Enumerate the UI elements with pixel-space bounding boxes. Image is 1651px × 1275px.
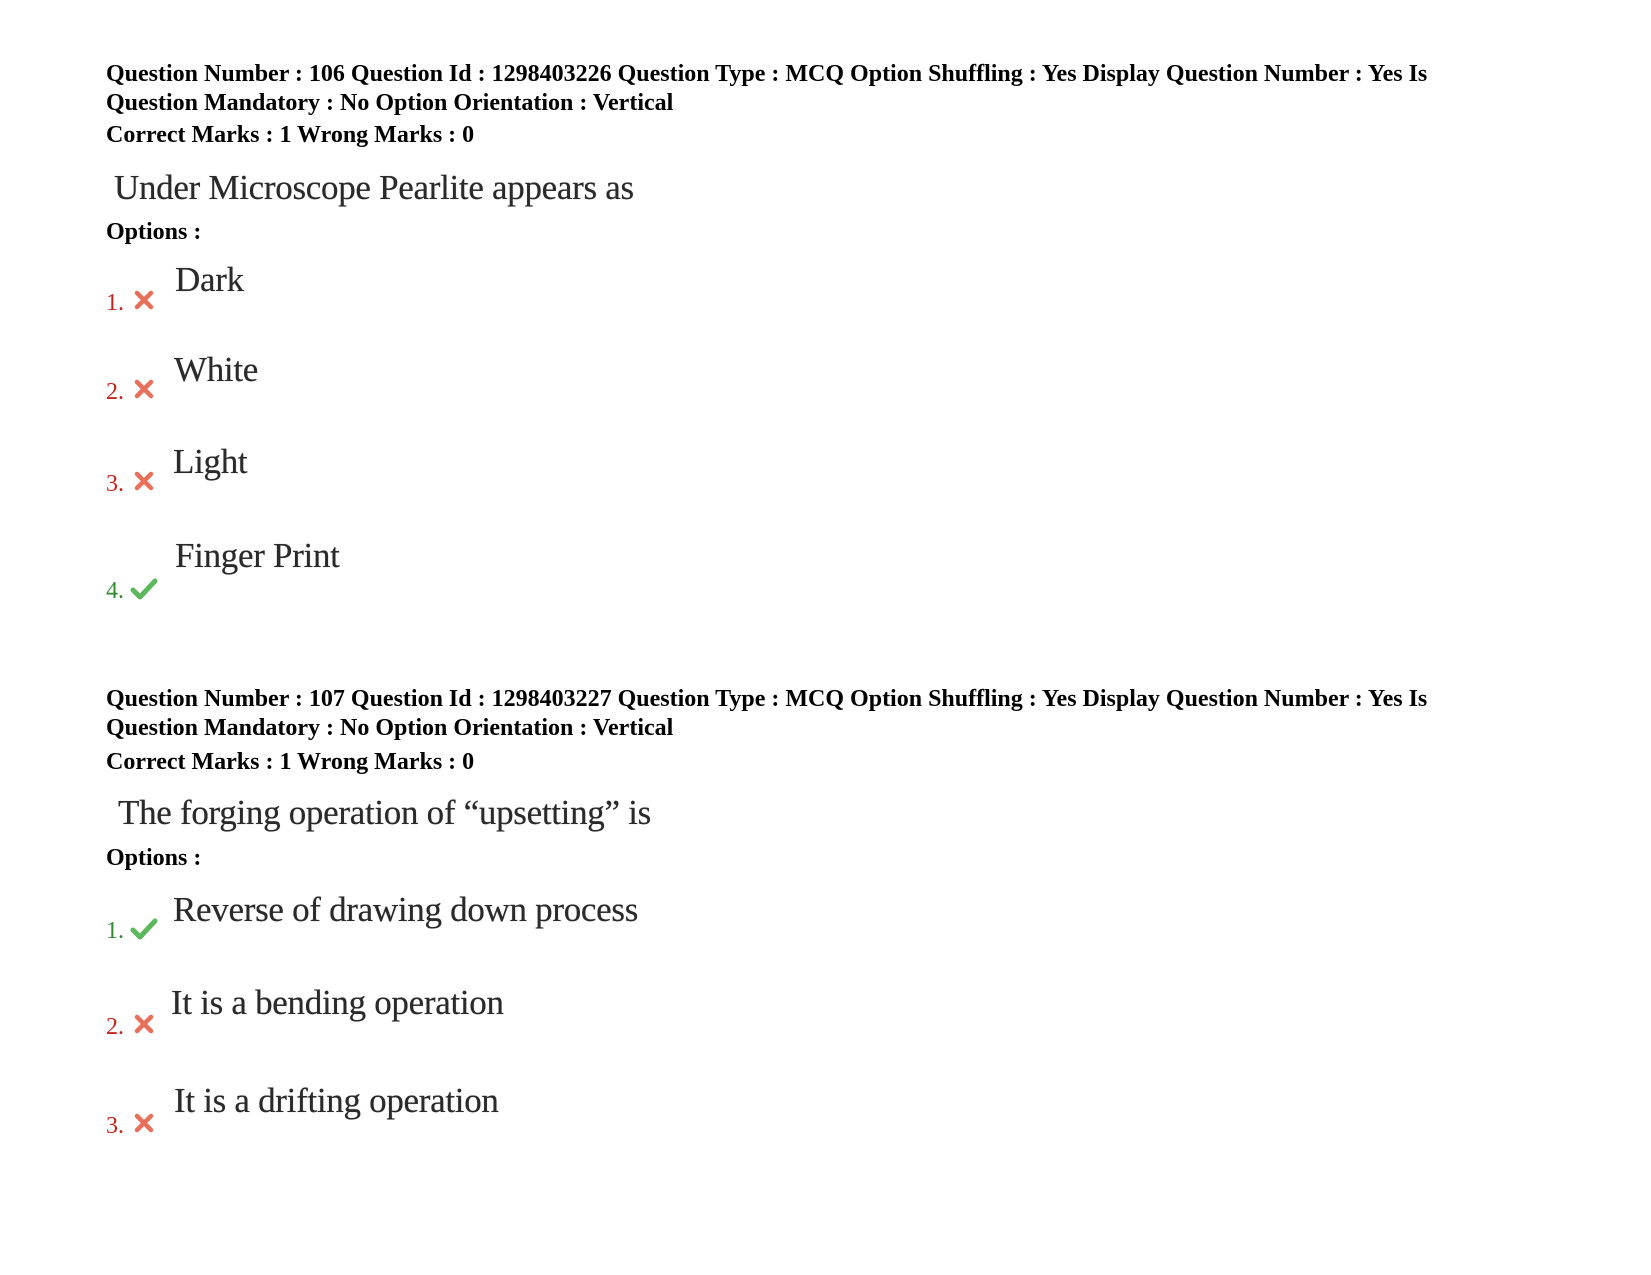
cross-icon xyxy=(132,1012,156,1036)
options-label: Options : xyxy=(106,845,202,871)
check-icon xyxy=(130,577,158,601)
option-number: 3. xyxy=(106,471,124,497)
question-meta-line2: Question Mandatory : No Option Orientation : Vertical xyxy=(106,715,674,741)
option-text: Reverse of drawing down process xyxy=(173,890,639,929)
option-number: 2. xyxy=(106,379,124,405)
option-text: Dark xyxy=(175,260,244,299)
cross-icon xyxy=(132,1111,156,1135)
options-label: Options : xyxy=(106,219,202,245)
option-text: It is a drifting operation xyxy=(174,1081,499,1120)
option-number: 4. xyxy=(106,578,124,604)
option-text: Finger Print xyxy=(175,536,340,575)
question-text: The forging operation of “upsetting” is xyxy=(118,793,651,832)
option-number: 2. xyxy=(106,1014,124,1040)
check-icon xyxy=(130,917,158,941)
question-marks: Correct Marks : 1 Wrong Marks : 0 xyxy=(106,122,475,148)
option-number: 1. xyxy=(106,918,124,944)
question-meta-line1: Question Number : 106 Question Id : 1298403226 Question Type : MCQ Option Shuffling : Yes Display Question Number : Yes Is xyxy=(106,61,1428,87)
cross-icon xyxy=(132,377,156,401)
option-number: 3. xyxy=(106,1113,124,1139)
question-marks: Correct Marks : 1 Wrong Marks : 0 xyxy=(106,749,475,775)
question-meta-line1: Question Number : 107 Question Id : 1298403227 Question Type : MCQ Option Shuffling : Yes Display Question Number : Yes Is xyxy=(106,686,1428,712)
option-number: 1. xyxy=(106,290,124,316)
cross-icon xyxy=(132,288,156,312)
option-text: Light xyxy=(173,442,248,481)
option-text: White xyxy=(174,350,259,389)
question-meta-line2: Question Mandatory : No Option Orientation : Vertical xyxy=(106,90,674,116)
option-text: It is a bending operation xyxy=(171,983,504,1022)
question-text: Under Microscope Pearlite appears as xyxy=(114,168,634,207)
cross-icon xyxy=(132,469,156,493)
